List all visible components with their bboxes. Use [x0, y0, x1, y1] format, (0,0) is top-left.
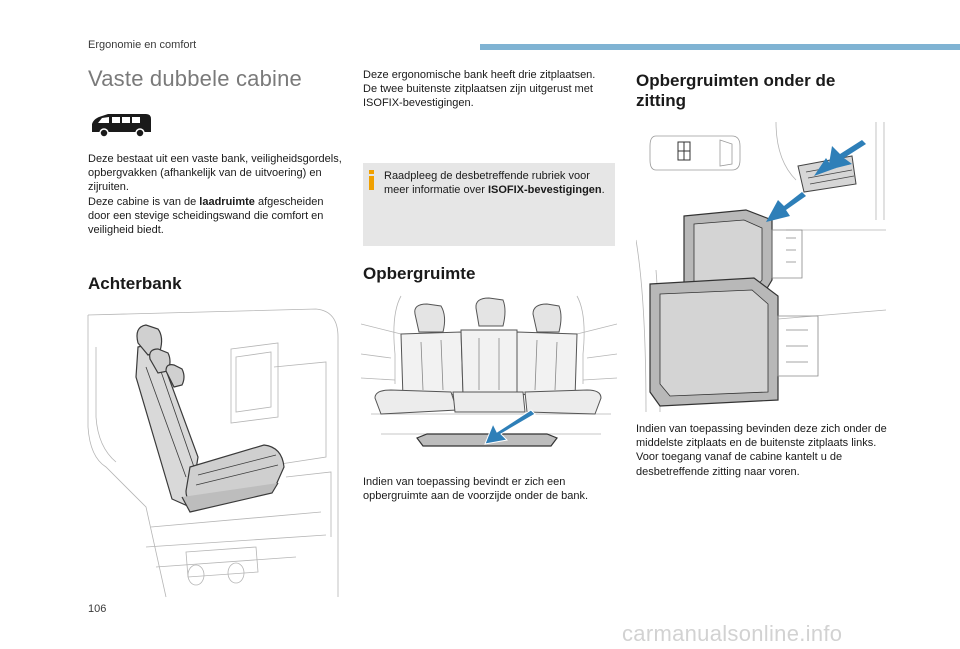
opbergruimten-heading	[636, 71, 896, 111]
achterbank-heading: Achterbank	[88, 274, 182, 293]
bench-intro-1: Deze ergonomische bank heeft drie zitplaatsen.	[363, 69, 596, 81]
page-number: 106	[88, 603, 107, 615]
van-icon	[88, 110, 154, 138]
cabine-para-1: Deze bestaat uit een vaste bank, veiligheidsgordels, opbergvakken (afhankelijk van de uitvoering) en zijruiten.	[88, 153, 342, 194]
opbergruimten-heading-line2: zitting	[636, 91, 687, 110]
opbergruimten-para-2: Voor toegang vanaf de cabine kantelt u de desbetreffende zitting naar voren.	[636, 451, 843, 478]
section-label: Ergonomie en comfort	[88, 39, 197, 51]
info-text: Raadpleeg de desbetreffende rubriek voor meer informatie over ISOFIX-bevestigingen.	[384, 170, 605, 197]
rear-bench-illustration	[86, 307, 342, 599]
header-accent-bar	[480, 44, 960, 50]
under-seat-storage-illustration	[636, 120, 890, 412]
opbergruimten-para-1: Indien van toepassing bevinden deze zich onder de middelste zitplaats en de buitenste zitplaats links.	[636, 423, 887, 450]
bench-intro-2: De twee buitenste zitplaatsen zijn uitgerust met ISOFIX-bevestigingen.	[363, 83, 593, 110]
opbergruimten-description	[636, 422, 894, 479]
cabine-description	[88, 152, 346, 237]
front-storage-illustration	[361, 294, 617, 458]
laadruimte-bold: laadruimte	[199, 195, 255, 208]
cabine-para-2: Deze cabine is van de laadruimte afgescheiden door een stevige scheidingswand die comfort en veiligheid biedt.	[88, 195, 324, 237]
bench-intro	[363, 68, 619, 111]
isofix-bold: ISOFIX-bevestigingen	[487, 184, 602, 197]
watermark: carmanualsonline.info	[622, 621, 843, 646]
page-title: Vaste dubbele cabine	[88, 66, 302, 91]
opbergruimten-heading-line1: Opbergruimten onder de	[636, 71, 836, 90]
opbergruimte-heading: Opbergruimte	[363, 264, 476, 283]
opbergruimte-caption: Indien van toepassing bevindt er zich een opbergruimte aan de voorzijde onder de bank.	[363, 476, 589, 503]
info-icon	[369, 170, 375, 190]
